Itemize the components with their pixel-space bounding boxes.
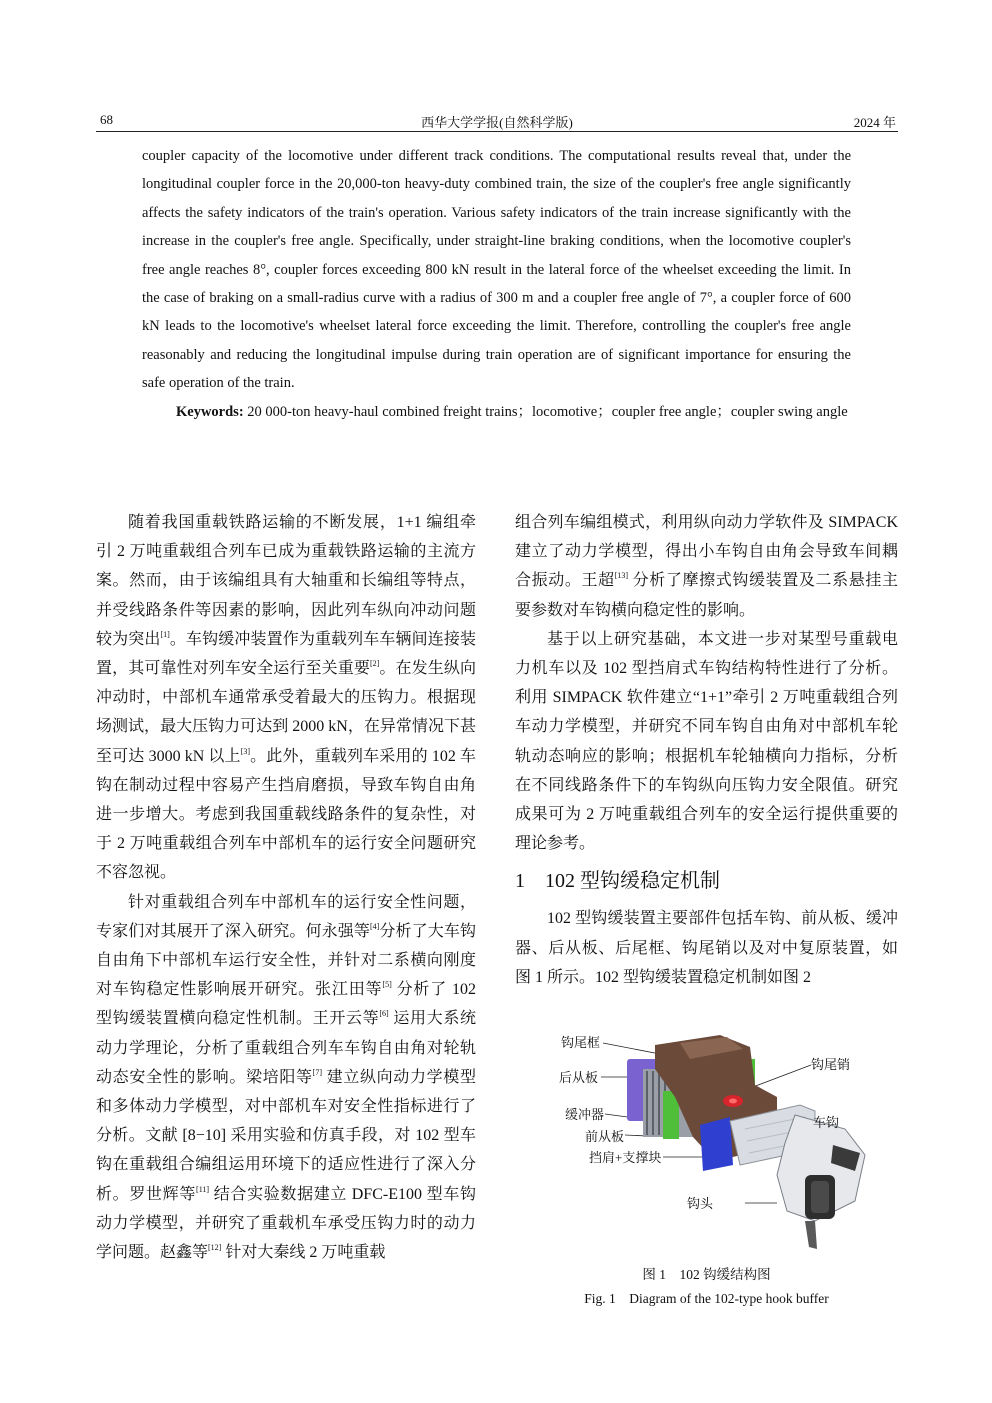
- citation-ref: [6]: [379, 1009, 389, 1019]
- intro-paragraph-2: [96, 888, 476, 1268]
- section-number: 1: [515, 870, 525, 893]
- coupler-foot: [805, 1221, 817, 1249]
- label-tail-pin: 钩尾销: [811, 1057, 851, 1072]
- header-rule: [96, 131, 898, 132]
- text-run: 。在发生纵向冲动时，中部机车通常承受着最大的压钩力。根据现场测试，最大压钩力可达到 2000 kN，在异常情况下甚至可达 3000 kN 以上: [96, 660, 476, 765]
- text-run: 。此外，重载列车采用的 102 车钩在制动过程中容易产生挡肩磨损，导致车钩自由角进一步增大。考虑到我国重载线路条件的复杂性，对于 2 万吨重载组合列车中部机车的运行安全问题研究不容忽视。: [96, 747, 476, 882]
- label-coupler: 车钩: [813, 1115, 840, 1130]
- citation-ref: [12]: [208, 1243, 222, 1253]
- section-paragraph-1: 102 型钩缓装置主要部件包括车钩、前从板、缓冲器、后从板、后尾框、钩尾销以及对中复原装置，如图 1 所示。102 型钩缓装置稳定机制如图 2: [515, 910, 898, 986]
- citation-ref: [7]: [312, 1067, 322, 1077]
- right-column: [515, 508, 898, 992]
- knuckle-inner: [811, 1181, 829, 1213]
- citation-ref: [5]: [382, 980, 392, 990]
- text-run: 运用大系统动力学理论，分析了重载组合列车车钩自由角对轮轨动态安全性的影响。梁培阳等: [96, 1010, 476, 1086]
- label-front-plate: 前从板: [585, 1129, 625, 1144]
- publication-year: 2024 年: [853, 115, 896, 130]
- citation-ref: [13]: [614, 571, 629, 581]
- text-run: 针对大秦线 2 万吨重载: [221, 1244, 386, 1262]
- blue-block: [700, 1117, 733, 1171]
- citation-ref: [2]: [369, 659, 380, 669]
- text-run: 分析了摩擦式钩缓装置及二系悬挂主要参数对车钩横向稳定性的影响。: [515, 572, 898, 619]
- intro-paragraph-3: 基于以上研究基础，本文进一步对某型号重载电力机车以及 102 型挡肩式车钩结构特性进行了分析。利用 SIMPACK 软件建立“1+1”牵引 2 万吨重载组合列车动力学模型，并研究不同车钩自由角对中部机车轮轨动态响应的影响；根据机车轮轴横向力指标，分析在不同线路条件下的车钩纵向压钩力安全限值。研究成果可为 2 万吨重载组合列车的安全运行提供重要的理论参考。: [515, 630, 898, 853]
- page-header: [96, 110, 898, 132]
- text-run: 分析了 102 型钩缓装置横向稳定性机制。王开云等: [96, 981, 476, 1028]
- label-rear-plate: 后从板: [559, 1070, 599, 1085]
- section-title: 102 型钩缓稳定机制: [545, 870, 720, 893]
- keywords-label: Keywords:: [176, 403, 244, 420]
- text-run: 结合实验数据建立 DFC-E100 型车钩动力学模型，并研究了重载机车承受压钩力时的动力学问题。赵鑫等: [96, 1185, 476, 1262]
- citation-ref: [3]: [240, 746, 251, 756]
- abstract-text: coupler capacity of the locomotive under different track conditions. The computational results reveal that, under the longitudinal coupler force in the 20,000-ton heavy-duty combined train, the size of the coupler's free angle significantly affects the safety indicators of the train's operation. Various safety indicators of the train increase significantly with the increase in the coupler's free angle. Specifically, under straight-line braking conditions, when the locomotive coupler's free angle reaches 8°, coupler forces exceeding 800 kN result in the lateral force of the wheelset exceeding the limit. In the case of braking on a small-radius curve with a radius of 300 m and a coupler free angle of 7°, a coupler force of 600 kN leads to the locomotive's wheelset lateral force exceeding the limit. Therefore, controlling the coupler's free angle reasonably and reducing the longitudinal impulse during train operation are of significant importance for ensuring the safe operation of the train.: [142, 148, 851, 392]
- label-tail-frame: 钩尾框: [561, 1035, 601, 1050]
- figure-caption-cn: 图 1 102 钩缓结构图: [642, 1267, 771, 1282]
- text-run: 随着我国重载铁路运输的不断发展，1+1 编组牵引 2 万吨重载组合列车已成为重载铁路运输的主流方案。然而，由于该编组具有大轴重和长编组等特点，并受线路条件等因素的影响，因此列车纵向冲动问题较为突出: [96, 514, 476, 648]
- journal-title: 西华大学学报(自然科学版): [421, 115, 573, 130]
- figure-1: [515, 1025, 898, 1315]
- citation-ref: [1]: [160, 629, 170, 639]
- label-shoulder-block: 挡肩+支撑块: [589, 1150, 662, 1165]
- text-run: 建立纵向动力学模型和多体动力学模型，对中部机车对安全性指标进行了分析。文献 [8−10] 采用实验和仿真手段，对 102 型车钩在重载组合编组运用环境下的适应性进行了深入分析。罗世辉等: [96, 1068, 476, 1203]
- label-coupler-head: 钩头: [687, 1196, 714, 1211]
- text-run: 分析了大车钩自由角下中部机车运行安全性，并针对二系横向刚度对车钩稳定性影响展开研究。张江田等: [96, 922, 476, 999]
- keywords-line: [142, 398, 851, 426]
- citation-ref: [4]: [369, 921, 380, 931]
- left-column: [96, 508, 476, 1267]
- label-buffer: 缓冲器: [565, 1107, 605, 1122]
- intro-paragraph-1: [96, 508, 476, 888]
- text-run: 针对重载组合列车中部机车的运行安全性问题，专家们对其展开了深入研究。何永强等: [96, 893, 476, 940]
- keywords-text: 20 000-ton heavy-haul combined freight trains；locomotive；coupler free angle；coupler swing angle: [243, 403, 848, 420]
- citation-ref: [11]: [196, 1184, 210, 1194]
- text-run: 。车钩缓冲装置作为重载列车车辆间连接装置，其可靠性对列车安全运行至关重要: [96, 630, 476, 678]
- english-abstract: [142, 142, 851, 426]
- section-heading: [515, 866, 898, 896]
- figure-caption-en: Fig. 1 Diagram of the 102-type hook buffer: [584, 1291, 829, 1306]
- tail-pin-highlight: [729, 1099, 737, 1104]
- page-number: 68: [100, 112, 113, 127]
- text-run: 组合列车编组模式，利用纵向动力学软件及 SIMPACK 建立了动力学模型，得出小车钩自由角会导致车间耦合振动。王超: [515, 514, 898, 590]
- intro-paragraph-continued: [515, 508, 898, 625]
